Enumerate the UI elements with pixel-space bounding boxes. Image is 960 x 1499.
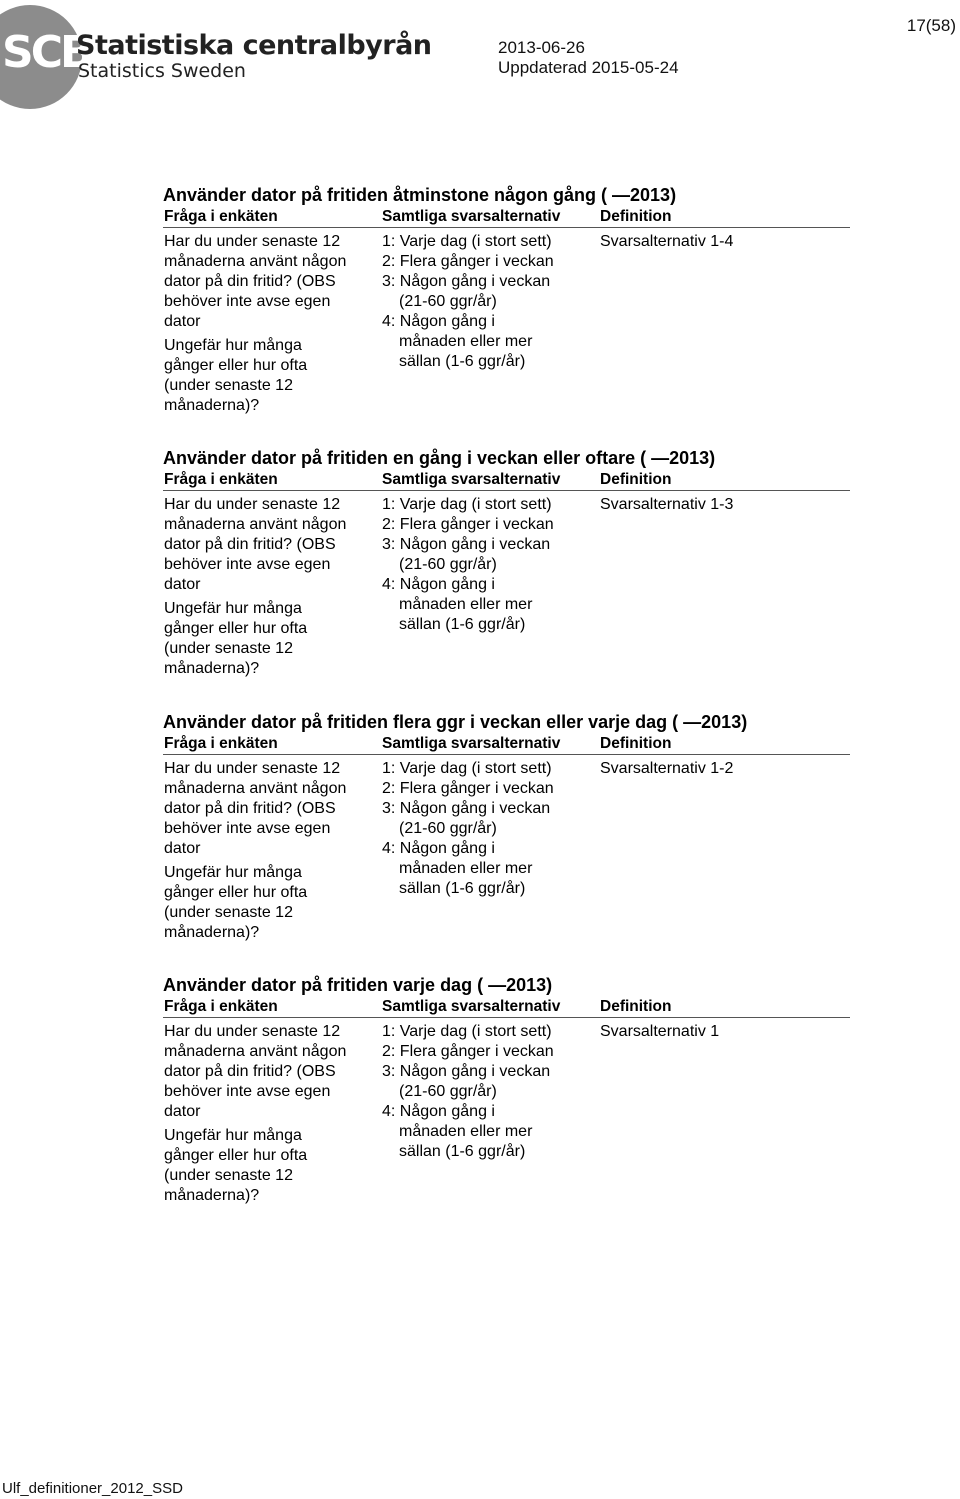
question-line: dator på din fritid? (OBS xyxy=(164,800,336,817)
definition-cell: Svarsalternativ 1-4 xyxy=(600,233,734,250)
question-line: månaderna använt någon xyxy=(164,516,347,533)
definition-cell: Svarsalternativ 1 xyxy=(600,1023,720,1040)
question-text-frequency xyxy=(164,599,379,679)
question-line: Har du under senaste 12 xyxy=(164,496,341,513)
question-line: (under senaste 12 xyxy=(164,640,293,657)
question-line: (under senaste 12 xyxy=(164,377,293,394)
question-line: dator på din fritid? (OBS xyxy=(164,536,336,553)
question-line: dator på din fritid? (OBS xyxy=(164,273,336,290)
definition-section xyxy=(163,184,850,422)
table-row xyxy=(163,495,850,685)
table-header xyxy=(163,734,850,755)
question-line: månaderna)? xyxy=(164,1187,260,1204)
answer-option: 3: Någon gång i veckan xyxy=(382,273,551,290)
col-header-question: Fråga i enkäten xyxy=(164,998,278,1015)
question-line: månaderna använt någon xyxy=(164,253,347,270)
question-line: dator xyxy=(164,1103,201,1120)
page-number: 17(58) xyxy=(906,16,956,35)
section-title: Använder dator på fritiden en gång i veckan eller oftare ( —2013) xyxy=(163,448,716,468)
answer-option: 1: Varje dag (i stort sett) xyxy=(382,233,552,250)
question-line: gånger eller hur ofta xyxy=(164,357,308,374)
definition-cell: Svarsalternativ 1-2 xyxy=(600,760,734,777)
question-line: dator på din fritid? (OBS xyxy=(164,1063,336,1080)
question-cell xyxy=(164,1022,379,1206)
question-line: månaderna använt någon xyxy=(164,780,347,797)
question-text-frequency xyxy=(164,1126,379,1206)
answer-option: 1: Varje dag (i stort sett) xyxy=(382,1023,552,1040)
answer-option: 1: Varje dag (i stort sett) xyxy=(382,760,552,777)
question-line: gånger eller hur ofta xyxy=(164,620,308,637)
answer-option: 4: Någon gång i xyxy=(382,1103,495,1120)
question-text-main xyxy=(164,1022,379,1122)
scb-logo xyxy=(0,2,432,112)
question-line: dator xyxy=(164,576,201,593)
question-line: behöver inte avse egen xyxy=(164,820,331,837)
col-header-definition: Definition xyxy=(600,998,672,1015)
question-line: (under senaste 12 xyxy=(164,1167,293,1184)
col-header-definition: Definition xyxy=(600,471,672,488)
answer-option: 3: Någon gång i veckan xyxy=(382,536,551,553)
question-line: Ungefär hur många xyxy=(164,337,302,354)
answer-option: 1: Varje dag (i stort sett) xyxy=(382,496,552,513)
question-line: behöver inte avse egen xyxy=(164,556,331,573)
col-header-definition: Definition xyxy=(600,735,672,752)
answer-option: månaden eller mer xyxy=(399,333,533,350)
question-line: Har du under senaste 12 xyxy=(164,1023,341,1040)
definition-section xyxy=(163,974,850,1212)
answer-option: 2: Flera gånger i veckan xyxy=(382,253,554,270)
document-date: 2013-06-26 xyxy=(498,38,585,57)
question-line: Ungefär hur många xyxy=(164,864,302,881)
answers-cell xyxy=(382,759,597,899)
table-row xyxy=(163,232,850,422)
question-line: månaderna använt någon xyxy=(164,1043,347,1060)
col-header-question: Fråga i enkäten xyxy=(164,208,278,225)
section-title: Använder dator på fritiden flera ggr i veckan eller varje dag ( —2013) xyxy=(163,712,748,732)
org-subtitle: Statistics Sweden xyxy=(78,60,246,82)
answer-option: 3: Någon gång i veckan xyxy=(382,800,551,817)
answer-option: sällan (1-6 ggr/år) xyxy=(399,880,526,897)
question-text-main xyxy=(164,495,379,595)
question-line: Ungefär hur många xyxy=(164,600,302,617)
answer-option: månaden eller mer xyxy=(399,596,533,613)
table-header xyxy=(163,207,850,228)
question-line: månaderna)? xyxy=(164,397,260,414)
table-header xyxy=(163,997,850,1018)
col-header-answers: Samtliga svarsalternativ xyxy=(382,735,561,752)
question-line: dator xyxy=(164,313,201,330)
question-cell xyxy=(164,495,379,679)
answer-option: 2: Flera gånger i veckan xyxy=(382,780,554,797)
answer-option: 4: Någon gång i xyxy=(382,840,495,857)
org-name: Statistiska centralbyrån xyxy=(76,30,432,61)
answer-option: månaden eller mer xyxy=(399,1123,533,1140)
definition-cell: Svarsalternativ 1-3 xyxy=(600,496,734,513)
answer-option: sällan (1-6 ggr/år) xyxy=(399,353,526,370)
col-header-question: Fråga i enkäten xyxy=(164,471,278,488)
question-line: Har du under senaste 12 xyxy=(164,233,341,250)
question-line: Har du under senaste 12 xyxy=(164,760,341,777)
question-line: gånger eller hur ofta xyxy=(164,1147,308,1164)
answers-cell xyxy=(382,495,597,635)
question-line: behöver inte avse egen xyxy=(164,293,331,310)
answer-option: 2: Flera gånger i veckan xyxy=(382,516,554,533)
col-header-question: Fråga i enkäten xyxy=(164,735,278,752)
answer-option: sällan (1-6 ggr/år) xyxy=(399,616,526,633)
answer-option: (21-60 ggr/år) xyxy=(399,293,497,310)
question-line: (under senaste 12 xyxy=(164,904,293,921)
answer-option: (21-60 ggr/år) xyxy=(399,556,497,573)
answers-cell xyxy=(382,232,597,372)
answer-option: (21-60 ggr/år) xyxy=(399,1083,497,1100)
section-title: Använder dator på fritiden åtminstone någon gång ( —2013) xyxy=(163,185,677,205)
answer-option: 3: Någon gång i veckan xyxy=(382,1063,551,1080)
question-line: Ungefär hur många xyxy=(164,1127,302,1144)
answer-option: (21-60 ggr/år) xyxy=(399,820,497,837)
question-line: månaderna)? xyxy=(164,660,260,677)
question-line: dator xyxy=(164,840,201,857)
definition-section xyxy=(163,711,850,949)
section-title: Använder dator på fritiden varje dag ( —2013) xyxy=(163,975,553,995)
scb-logo-letters: SCB xyxy=(2,27,91,78)
answer-option: 4: Någon gång i xyxy=(382,313,495,330)
question-text-frequency xyxy=(164,336,379,416)
answers-cell xyxy=(382,1022,597,1162)
question-line: månaderna)? xyxy=(164,924,260,941)
updated-date: Uppdaterad 2015-05-24 xyxy=(498,58,679,77)
question-text-main xyxy=(164,759,379,859)
table-row xyxy=(163,1022,850,1212)
question-line: gånger eller hur ofta xyxy=(164,884,308,901)
col-header-answers: Samtliga svarsalternativ xyxy=(382,208,561,225)
question-text-main xyxy=(164,232,379,332)
answer-option: 2: Flera gånger i veckan xyxy=(382,1043,554,1060)
question-line: behöver inte avse egen xyxy=(164,1083,331,1100)
table-row xyxy=(163,759,850,949)
answer-option: 4: Någon gång i xyxy=(382,576,495,593)
col-header-definition: Definition xyxy=(600,208,672,225)
table-header xyxy=(163,470,850,491)
answer-option: månaden eller mer xyxy=(399,860,533,877)
col-header-answers: Samtliga svarsalternativ xyxy=(382,998,561,1015)
definition-section xyxy=(163,447,850,685)
answer-option: sällan (1-6 ggr/år) xyxy=(399,1143,526,1160)
question-text-frequency xyxy=(164,863,379,943)
question-cell xyxy=(164,232,379,416)
question-cell xyxy=(164,759,379,943)
col-header-answers: Samtliga svarsalternativ xyxy=(382,471,561,488)
footer-filename: Ulf_definitioner_2012_SSD xyxy=(2,1480,183,1497)
